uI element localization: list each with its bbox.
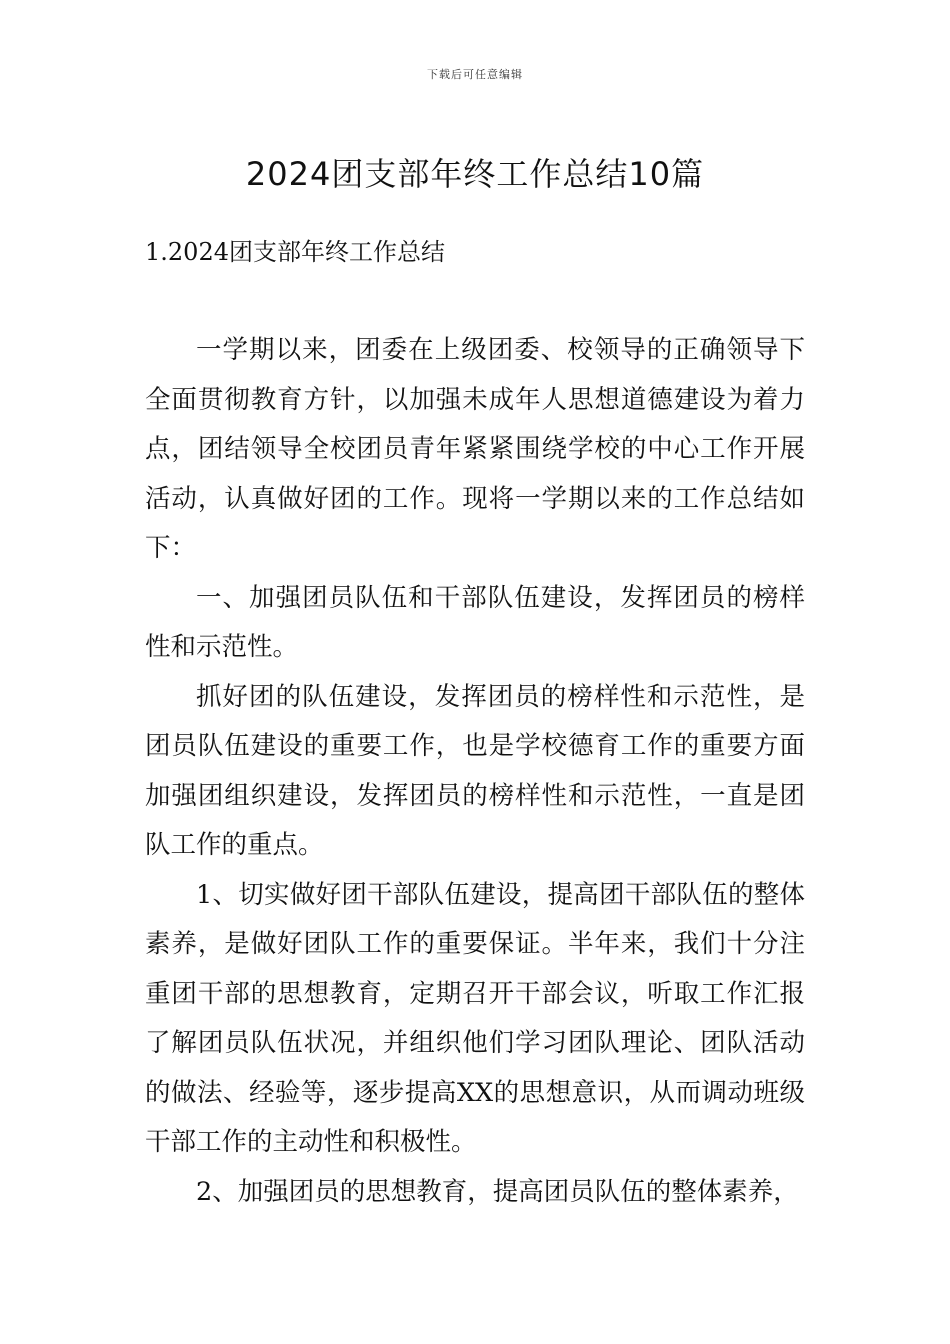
section-heading: 1.2024团支部年终工作总结 <box>145 238 445 266</box>
paragraph: 2、加强团员的思想教育，提高团员队伍的整体素养， <box>196 1176 799 1207</box>
paragraph: 一学期以来，团委在上级团委、校领导的正确领导下全面贯彻教育方针，以加强未成年人思想道德建设为着力点，团结领导全校团员青年紧紧围绕学校的中心工作开展活动，认真做好团的工作。现将一学期以来的工作总结如下： <box>145 335 805 563</box>
document-body <box>145 326 805 1217</box>
paragraph: 1、切实做好团干部队伍建设，提高团干部队伍的整体素养，是做好团队工作的重要保证。半年来，我们十分注重团干部的思想教育，定期召开干部会议，听取工作汇报了解团员队伍状况，并组织他们学习团队理论、团队活动的做法、经验等，逐步提高XX的思想意识，从而调动班级干部工作的主动性和积极性。 <box>145 879 805 1157</box>
paragraph: 一、加强团员队伍和干部队伍建设，发挥团员的榜样性和示范性。 <box>145 582 805 662</box>
paragraph: 抓好团的队伍建设，发挥团员的榜样性和示范性，是团员队伍建设的重要工作，也是学校德育工作的重要方面加强团组织建设，发挥团员的榜样性和示范性，一直是团队工作的重点。 <box>145 681 805 860</box>
document-title: 2024团支部年终工作总结10篇 <box>245 155 705 194</box>
header-note: 下载后可任意编辑 <box>427 68 523 81</box>
